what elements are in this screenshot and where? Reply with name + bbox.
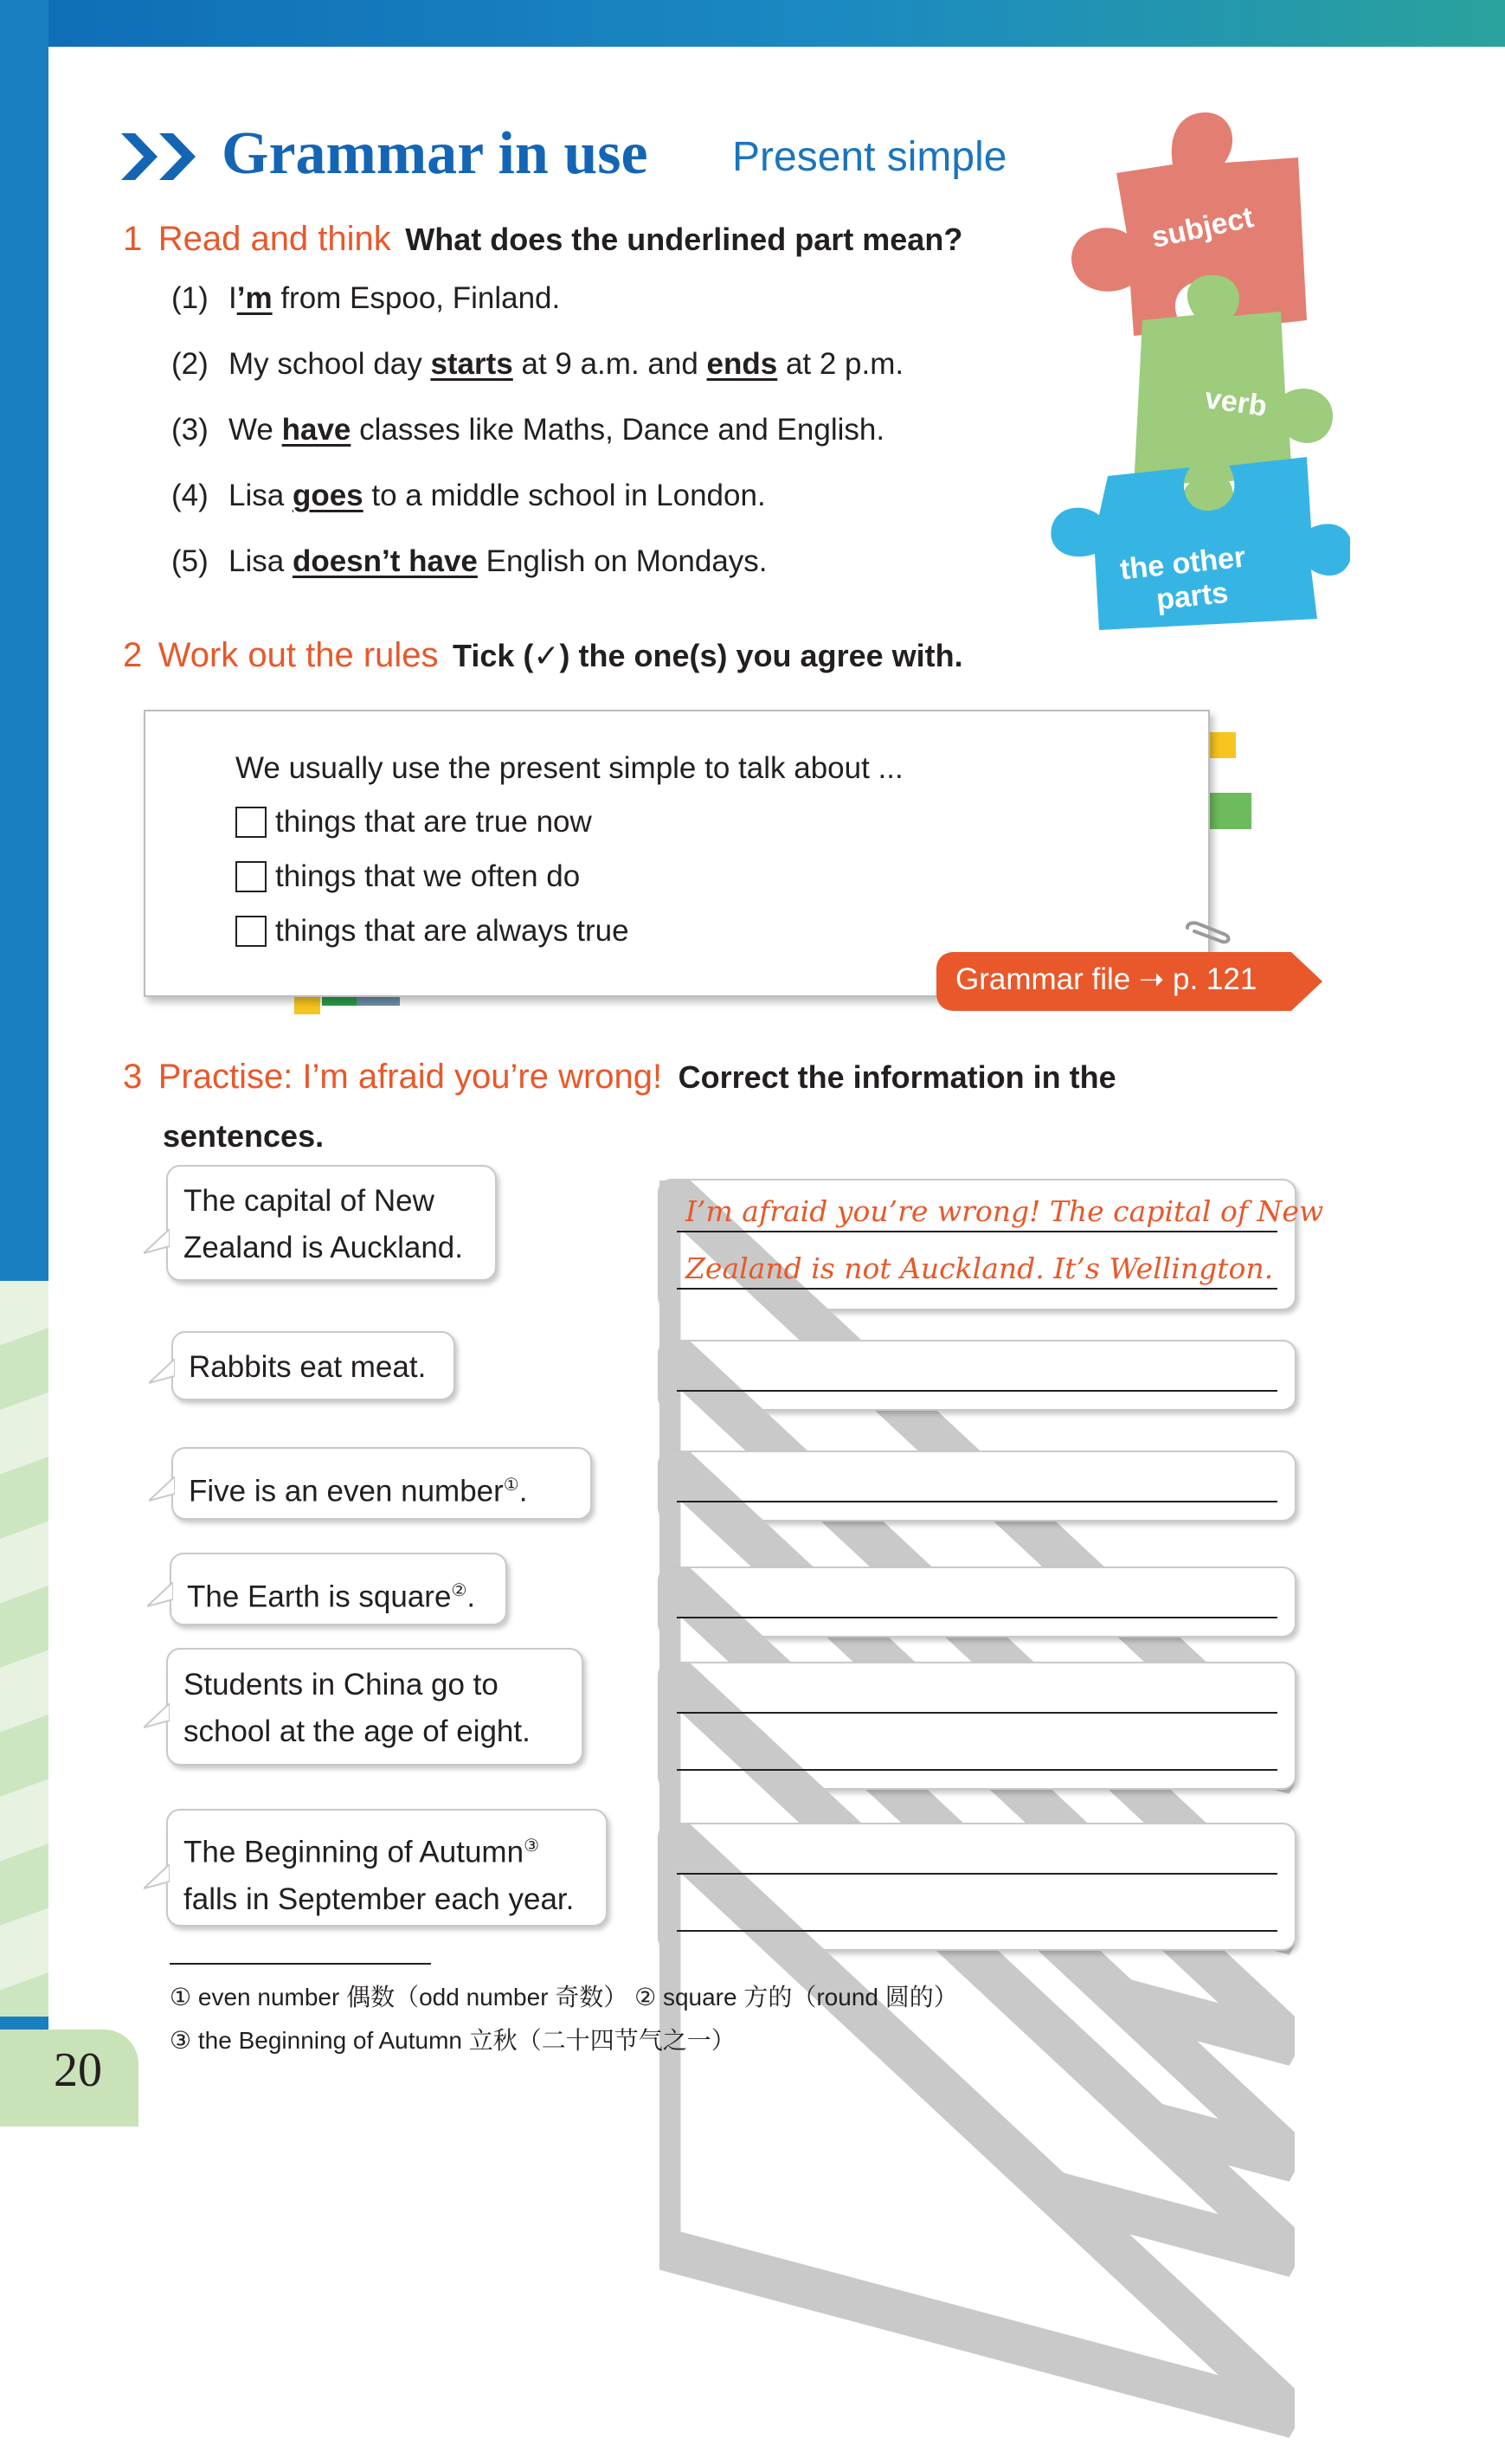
answer-bubble[interactable] [658,1451,1296,1522]
page-number: 20 [54,2043,102,2097]
left-decorative-stripes [0,1281,48,2017]
section-number: 2 [123,636,143,674]
sticky-tab-green [1206,793,1251,829]
rules-intro: We usually use the present simple to talk about ... [235,751,904,785]
section-number: 3 [123,1058,143,1096]
section-heading: Practise: I’m afraid you’re wrong! [158,1058,663,1096]
answer-line[interactable] [677,1769,1277,1771]
answer-line[interactable] [677,1390,1277,1392]
example-answer-line-2: Zealand is not Auckland. It’s Wellington. [685,1251,1274,1285]
section-instruction: What does the underlined part mean? [405,222,963,257]
answer-bubble[interactable] [658,1567,1296,1637]
puzzle-label-parts: parts [1154,576,1230,617]
section-instruction-cont: sentences. [163,1118,325,1154]
sticky-tab-yellow [1206,732,1236,758]
statement-bubble: Five is an even number①. [171,1447,592,1520]
checkbox[interactable] [235,807,267,838]
puzzle-label-subject: subject [1148,201,1257,254]
puzzle-label-verb: verb [1202,382,1270,423]
double-arrow-icon [121,130,204,183]
answer-line[interactable] [677,1712,1277,1714]
sentence-item: (4) Lisa goes to a middle school in London. [171,479,766,512]
section-3-header [123,1058,1116,1097]
sentence-item: (5) Lisa doesn’t have English on Mondays. [171,544,768,578]
section-1-header [123,220,962,259]
paperclip-icon [1182,919,1232,945]
statement-bubble: Students in China go to school at the age of eight. [166,1648,583,1766]
checkbox[interactable] [235,916,267,947]
statement-bubble: Rabbits eat meat. [171,1331,455,1400]
example-answer-line-1: I’m afraid you’re wrong! The capital of New [685,1194,1324,1228]
top-color-bar [0,0,1505,47]
page-subtitle: Present simple [732,134,1007,180]
rule-option[interactable]: things that are true now [235,805,592,840]
answer-line[interactable] [677,1873,1277,1875]
answer-line[interactable] [677,1930,1277,1932]
footnote-line-2: ③ the Beginning of Autumn 立秋（二十四节气之一） [170,2027,736,2054]
section-instruction: Correct the information in the [678,1059,1116,1095]
answer-line[interactable] [677,1501,1277,1502]
rule-option[interactable]: things that are always true [235,914,629,949]
statement-bubble: The Earth is square②. [170,1553,507,1625]
answer-bubble[interactable] [658,1823,1296,1951]
answer-line[interactable] [677,1617,1277,1618]
section-heading: Work out the rules [158,636,439,674]
footnote-line-1: ① even number 偶数（odd number 奇数） ② square 方的（round 圆的） [170,1984,958,2010]
section-heading: Read and think [158,220,391,258]
answer-bubble-example [658,1179,1324,1310]
statement-bubble: The capital of New Zealand is Auckland. [166,1165,497,1281]
sentence-item: (1) I’m from Espoo, Finland. [171,281,561,315]
section-instruction: Tick (✓) the one(s) you agree with. [453,638,963,673]
answer-bubble[interactable] [658,1340,1296,1411]
section-number: 1 [123,220,143,258]
rule-option[interactable]: things that we often do [235,859,580,894]
checkbox[interactable] [235,861,267,892]
footnote-divider [170,1963,431,1965]
sentence-item: (3) We have classes like Maths, Dance and English. [171,413,885,447]
statement-bubble: The Beginning of Autumn③ falls in September each year. [166,1809,608,1927]
puzzle-label-the-other: the other [1118,540,1247,587]
section-2-header [123,636,963,675]
answer-bubble[interactable] [658,1662,1296,1790]
grammar-file-link[interactable]: Grammar file ➝ p. 121 [955,962,1257,996]
sentence-item: (2) My school day starts at 9 a.m. and ends at 2 p.m. [171,347,904,381]
page-title: Grammar in use [222,120,648,187]
